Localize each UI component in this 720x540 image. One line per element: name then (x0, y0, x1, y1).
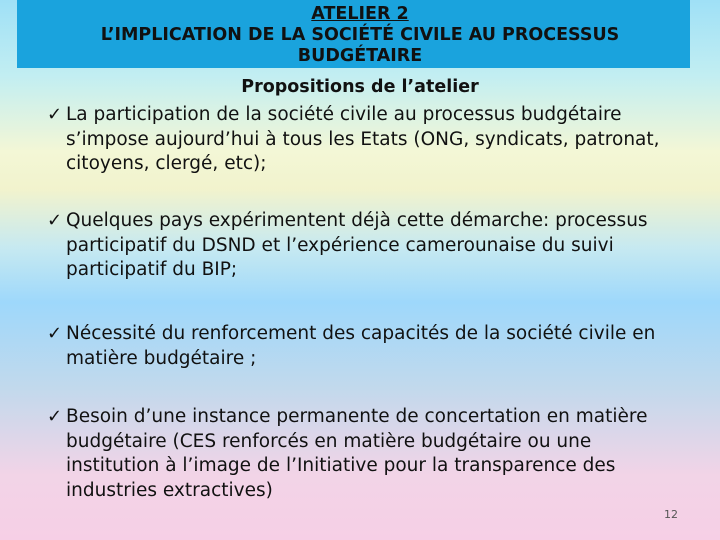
bullet-text: La participation de la société civile au processus budgétaire s’impose aujourd’hui à tous les Etats (ONG, syndicats, patronat, citoyens, clergé, etc); (66, 104, 660, 174)
title-workshop: ATELIER 2 (311, 4, 409, 24)
slide-title (0, 4, 720, 67)
check-icon: ✓ (47, 323, 63, 344)
bullet-item (47, 405, 687, 503)
page-number: 12 (664, 508, 678, 521)
check-icon: ✓ (47, 210, 63, 231)
title-topic-line1: L’IMPLICATION DE LA SOCIÉTÉ CIVILE AU PROCESSUS (100, 25, 620, 45)
bullet-item (47, 103, 687, 177)
slide-subtitle: Propositions de l’atelier (241, 77, 479, 97)
check-icon: ✓ (47, 104, 63, 125)
bullet-text: Quelques pays expérimentent déjà cette démarche: processus participatif du DSND et l’expérience camerounaise du suivi participatif du BIP; (66, 210, 648, 280)
check-icon: ✓ (47, 406, 63, 427)
bullet-text: Besoin d’une instance permanente de concertation en matière budgétaire (CES renforcés en matière budgétaire ou une institution à l’image de l’Initiative pour la transparence des industries extractives) (66, 406, 648, 501)
bullet-item (47, 209, 687, 283)
bullet-item (47, 322, 687, 371)
title-topic-line2: BUDGÉTAIRE (297, 46, 423, 66)
bullet-text: Nécessité du renforcement des capacités de la société civile en matière budgétaire ; (66, 323, 656, 369)
